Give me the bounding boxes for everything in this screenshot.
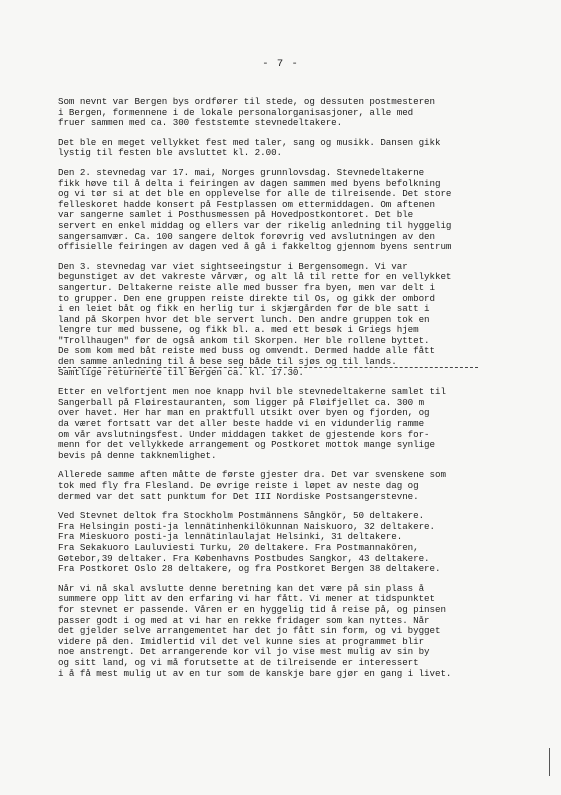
paragraph	[58, 387, 543, 461]
paragraph	[58, 168, 543, 253]
text-line: Ved Stevnet deltok fra Stockholm Postmännens Sångkör, 50 deltakere.	[58, 510, 425, 522]
text-line: sangertur. Deltakerne reiste alle med busser fra byen, men var delt i	[58, 281, 435, 293]
text-line: Den 3. stevnedag var viet sightseeingstur i Bergensomegn. Vi var	[58, 260, 408, 272]
text-line: i Bergen, formennene i de lokale personalorganisasjoner, alle med	[58, 106, 414, 118]
paragraph	[58, 470, 543, 502]
paragraph	[58, 511, 543, 575]
text-line: dermed var det satt punktum for Det III Nordiske Postsangerstevne.	[58, 490, 419, 502]
text-line: over havet. Her har man en praktfull utsikt over byen og fjorden, og	[58, 407, 430, 419]
text-line: Etter en velfortjent men noe knapp hvil ble stevnedeltakerne samlet til	[58, 386, 446, 398]
text-line: Fra Mieskuoro posti-ja lennätinlaulajat Helsinki, 31 deltakere.	[58, 531, 403, 543]
text-line: Den 2. stevnedag var 17. mai, Norges grunnlovsdag. Stevnedeltakerne	[58, 166, 425, 178]
text-line: og sitt land, og vi må forutsette at de tilreisende er interessert	[58, 656, 419, 668]
text-line: Fra Helsingin posti-ja lennätinhenkilökunnan Naiskuoro, 32 deltakere.	[58, 520, 435, 532]
text-line: lystig til festen ble avsluttet kl. 2.00.	[58, 147, 282, 159]
text-line: "Trollhaugen" før de også ankom til Skorpen. Her ble rollene byttet.	[58, 334, 430, 346]
text-line: det gjelder selve arrangementet har det jo fått sin form, og vi bygget	[58, 625, 441, 637]
paragraph	[58, 97, 543, 129]
text-line: Når vi nå skal avslutte denne beretning kan det være på sin plass å	[58, 582, 425, 594]
text-line: Samtlige returnerte til Bergen ca. kl. 17.30.	[58, 366, 304, 378]
text-line: var sangerne samlet i Posthusmessen på Hovedpostkontoret. Det ble	[58, 209, 414, 221]
text-line: i å få mest mulig ut av en tur som de kanskje bare gjør en gang i livet.	[58, 667, 452, 679]
text-line: Fra Sekakuoro Lauluviesti Turku, 20 deltakere. Fra Postmannakören,	[58, 541, 419, 553]
text-line: og vi tør si at det ble en opplevelse for alle de tilreisende. Det store	[58, 188, 452, 200]
document-body	[58, 97, 543, 688]
text-line: om vår avslutningsfest. Under middagen takket de gjestende kors for-	[58, 428, 430, 440]
text-line: Allerede samme aften måtte de første gjester dra. Det var svenskene som	[58, 469, 446, 481]
page-number: - 7 -	[262, 58, 299, 70]
text-line: for stevnet er passende. Våren er en hyggelig tid å reise på, og pinsen	[58, 603, 446, 615]
text-line: passer godt i og med at vi har en rekke fridager som kan nyttes. Når	[58, 614, 430, 626]
margin-mark	[549, 748, 550, 776]
text-line: noe anstrengt. Det arrangerende kor vil jo vise mest mulig av sin by	[58, 646, 430, 658]
text-line: Gøtebor,39 deltaker. Fra Københavns Postbudes Sangkor, 43 deltakere.	[58, 552, 430, 564]
text-line: offisielle feiringen av dagen ved å gå i fakkeltog gjennom byens sentrum	[58, 241, 452, 253]
text-line: tok med fly fra Flesland. De øvrige reiste i løpet av neste dag og	[58, 480, 419, 491]
text-line: servert en enkel middag og ellers var der rikelig anledning til hyggelig	[58, 219, 452, 231]
text-line: i en leiet båt og fikk en herlig tur i skjærgården før de ble satt i	[58, 303, 430, 315]
text-line: land på Skorpen hvor det ble servert lunch. Den andre gruppen tok en	[58, 313, 430, 325]
text-line: Som nevnt var Bergen bys ordfører til stede, og dessuten postmesteren	[58, 96, 435, 107]
text-line: felleskoret hadde konsert på Festplassen om ettermiddagen. Om aftenen	[58, 198, 435, 210]
text-line: Fra Postkoret Oslo 28 deltakere, og fra Postkoret Bergen 38 deltakere.	[58, 563, 441, 575]
text-line: Det ble en meget vellykket fest med taler, sang og musikk. Dansen gikk	[58, 136, 441, 148]
text-line: to grupper. Den ene gruppen reiste direkte til Os, og gikk der ombord	[58, 292, 435, 304]
text-line: summere opp litt av den erfaring vi har fått. Vi mener at tidspunktet	[58, 593, 435, 605]
text-line: Sangerball på Fløirestauranten, som ligger på Fløifjellet ca. 300 m	[58, 396, 425, 408]
paragraph	[58, 584, 543, 679]
text-line: De som kom med båt reiste med buss og omvendt. Dermed hadde alle fått	[58, 345, 435, 357]
text-line: fikk høve til å delta i feiringen av dagen sammen med byens befolkning	[58, 177, 441, 189]
text-line: menn for det vellykkede arrangement og Postkoret mottok mange synlige	[58, 439, 435, 451]
text-line: bevis på denne takknemlighet.	[58, 449, 217, 461]
text-line: lengre tur med bussene, og fikk bl. a. med ett besøk i Griegs hjem	[58, 324, 419, 336]
text-line: sangersamvær. Ca. 100 sangere deltok forøvrig ved avslutningen av den	[58, 230, 435, 242]
text-line: fruer sammen med ca. 300 feststemte stevnedeltakere.	[58, 117, 343, 129]
paragraph	[58, 262, 543, 379]
text-line: videre på den. Imidlertid vil det vel kunne sies at programmet blir	[58, 635, 425, 647]
paragraph	[58, 138, 543, 159]
text-line: begunstiget av det vakreste vårvær, og alt lå til rette for en vellykket	[58, 271, 452, 283]
text-line: da været fortsatt var det aller beste hadde vi en vidunderlig ramme	[58, 418, 425, 430]
text-line: den samme anledning til å bese seg både til sjøs og til lands.	[58, 356, 397, 368]
